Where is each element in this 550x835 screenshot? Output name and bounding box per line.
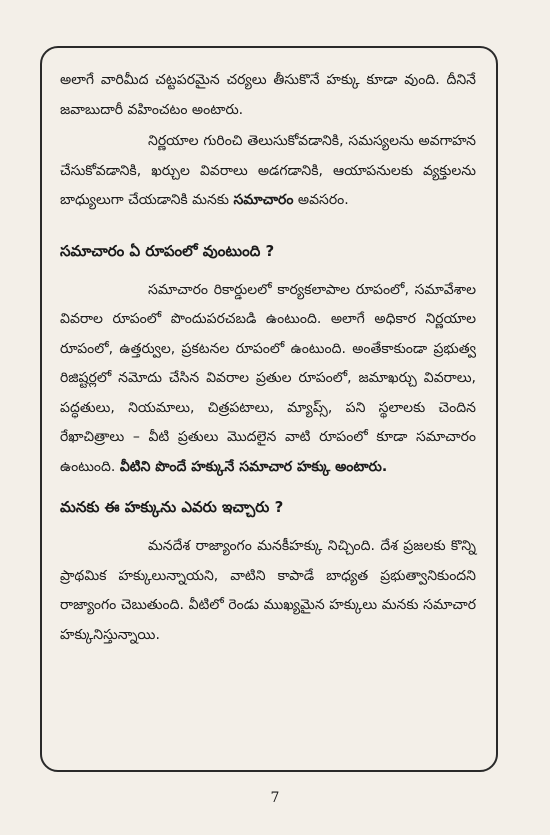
page-number: 7 xyxy=(270,790,280,806)
paragraph-forms-text: సమాచారం రికార్డులలో కార్యకలాపాల రూపంలో, సమావేశాల వివరాల రూపంలో పొందుపరచబడి ఉంటుంది. అలాగే అధికార నిర్ణయాల రూపంలో, ఉత్తర్వుల, ప్రకటనల రూపంలో ఉంటుంది. అంతేకాకుండా ప్రభుత్వ రిజిష్టర్లలో నమోదు చేసిన వివరాల ప్రతుల రూపంలో, జమాఖర్చు వివరాలు, పద్ధతులు, నియమాలు, చిత్రపటాలు, మ్యాప్స్, పని స్థలాలకు చెందిన రేఖాచిత్రాలు – వీటి ప్రతులు మొదలైన వాటి రూపంలో కూడా సమాచారం ఉంటుంది. xyxy=(60,281,476,475)
emphasis-information: సమాచారం xyxy=(233,192,294,208)
page-frame xyxy=(40,46,498,772)
emphasis-right-to-information: వీటిని పొందే హక్కునే సమాచార హక్కు అంటారు. xyxy=(119,458,388,475)
paragraph-accountability: అలాగే వారిమీద చట్టపరమైన చర్యలు తీసుకొనే హక్కు కూడా వుంది. దీనినే జవాబుదారీ వహించటం అంటారు. xyxy=(60,72,476,118)
paragraph-need-text: నిర్ణయాల గురించి తెలుసుకోవడానికి, సమస్యలను అవగాహన చేసుకోవడానికి, ఖర్చుల వివరాలు అడగడానికి, ఆయాపనులకు వ్యక్తులను బాధ్యులుగా చేయడానికి మనకు xyxy=(60,133,476,208)
heading-forms-of-information: సమాచారం ఏ రూపంలో వుంటుంది ? xyxy=(60,241,275,260)
paragraph-constitution: మనదేశ రాజ్యాంగం మనకీహక్కు నిచ్చింది. దేశ ప్రజలకు కొన్ని ప్రాథమిక హక్కులున్నాయని, వాటిని కాపాడే బాధ్యత ప్రభుత్వానికుందని రాజ్యాంగం చెబుతుంది. వీటిలో రెండు ముఖ్యమైన హక్కులు మనకు సమాచార హక్కునిస్తున్నాయి. xyxy=(60,538,476,643)
paragraph-need-for-information xyxy=(60,127,476,216)
heading-who-gave-right: మనకు ఈ హక్కును ఎవరు ఇచ్చారు ? xyxy=(60,498,284,516)
paragraph-forms-of-information xyxy=(60,276,476,483)
paragraph-need-end: అవసరం. xyxy=(293,192,349,208)
